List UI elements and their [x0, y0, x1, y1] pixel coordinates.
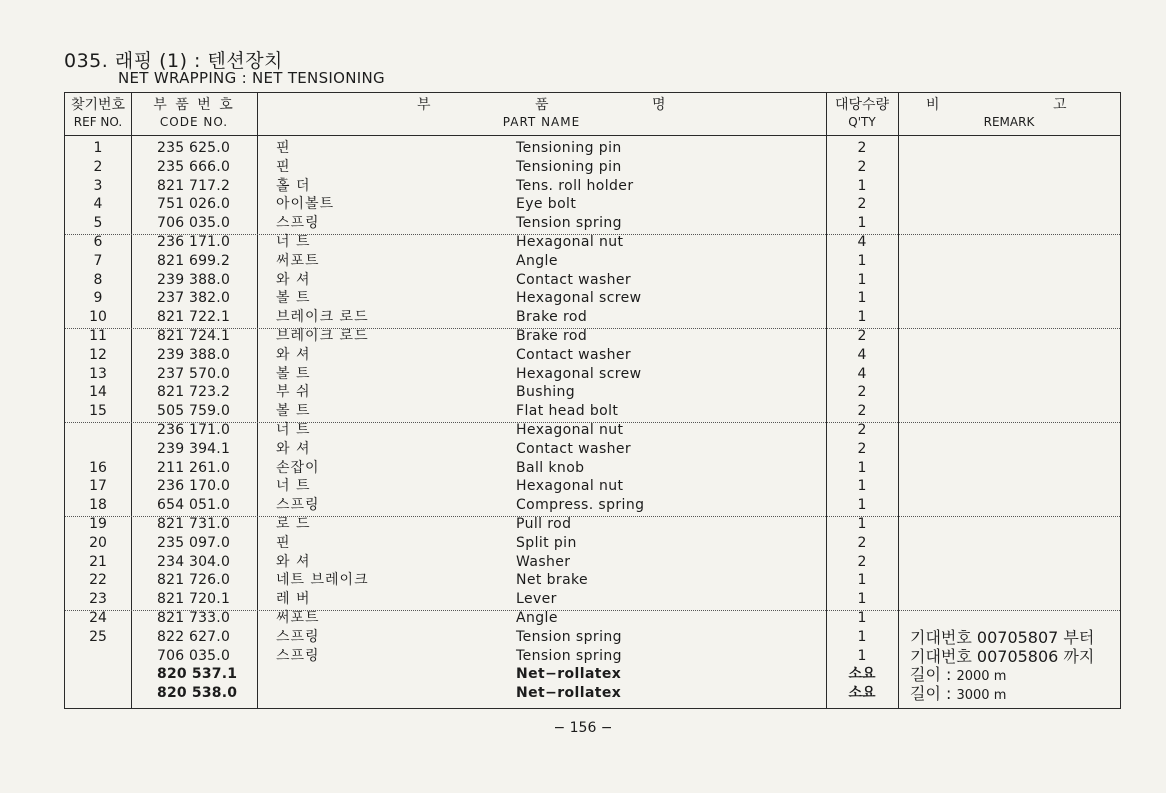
- row-quantity: 1: [857, 271, 867, 288]
- row-remark: 기대번호 00705806 까지: [910, 646, 1095, 666]
- row-name-english: Net−rollatex: [516, 666, 622, 683]
- row-quantity: 소요: [848, 666, 876, 683]
- row-code-number: 821 722.1: [157, 309, 231, 326]
- header-qty-ko: 대당수량: [834, 97, 890, 113]
- row-quantity: 2: [857, 384, 867, 401]
- row-name-english: Washer: [516, 553, 571, 570]
- row-name-english: Hexagonal screw: [516, 290, 642, 307]
- row-name-korean: 레 버: [276, 591, 311, 608]
- row-name-english: Lever: [516, 591, 557, 608]
- header-name-en: PART NAME: [502, 115, 581, 129]
- row-name-english: Tensioning pin: [516, 158, 622, 175]
- row-name-english: Split pin: [516, 534, 577, 551]
- row-name-korean: 핀: [276, 534, 291, 551]
- header-code-en: CODE NO.: [159, 115, 229, 129]
- row-quantity: 2: [857, 534, 867, 551]
- row-name-korean: 핀: [276, 158, 291, 175]
- row-name-korean: 핀: [276, 140, 291, 156]
- row-ref-number: 16: [89, 459, 107, 476]
- row-name-korean: 아이볼트: [276, 196, 335, 213]
- row-name-korean: 와 셔: [276, 271, 311, 288]
- table-row: [65, 233, 1120, 252]
- row-quantity: 4: [857, 365, 867, 382]
- table-row: [65, 609, 1120, 628]
- row-ref-number: 22: [89, 572, 107, 589]
- row-name-korean: 부 쉬: [276, 384, 311, 401]
- table-row: [65, 421, 1120, 440]
- row-ref-number: 10: [89, 309, 107, 326]
- row-name-korean: 너 트: [276, 422, 311, 438]
- row-name-korean: 손잡이: [276, 459, 320, 476]
- table-row: [65, 252, 1120, 271]
- row-name-english: Contact washer: [516, 440, 632, 457]
- row-code-number: 235 666.0: [157, 158, 231, 175]
- row-code-number: 821 699.2: [157, 252, 231, 269]
- row-quantity: 1: [857, 591, 867, 608]
- row-code-number: 235 097.0: [157, 534, 231, 551]
- row-name-korean: 스프링: [276, 628, 320, 645]
- row-name-korean: 볼 트: [276, 403, 311, 420]
- page-title-korean: 035. 래핑 (1) : 텐션장치: [64, 50, 283, 72]
- row-name-korean: 스프링: [276, 647, 320, 664]
- row-ref-number: 23: [89, 591, 107, 608]
- row-name-english: Tension spring: [516, 647, 622, 664]
- row-name-korean: 브레이크 로드: [276, 309, 369, 326]
- header-ref-en: REF NO.: [73, 115, 123, 129]
- row-quantity: 4: [857, 346, 867, 363]
- row-name-english: Hexagonal nut: [516, 422, 624, 438]
- row-code-number: 239 388.0: [157, 271, 231, 288]
- header-remark-ko-2: 고: [1053, 97, 1067, 113]
- table-row: [65, 496, 1120, 515]
- row-ref-number: 18: [89, 497, 107, 514]
- row-code-number: 821 720.1: [157, 591, 231, 608]
- row-quantity: 2: [857, 140, 867, 156]
- table-row: [65, 177, 1120, 196]
- row-name-korean: 스프링: [276, 497, 320, 514]
- table-row: [65, 308, 1120, 327]
- row-code-number: 236 170.0: [157, 478, 231, 495]
- row-name-english: Compress. spring: [516, 497, 645, 514]
- row-ref-number: 1: [93, 140, 103, 156]
- row-ref-number: 14: [89, 384, 107, 401]
- row-code-number: 821 726.0: [157, 572, 231, 589]
- header-ref: [65, 97, 131, 131]
- row-code-number: 751 026.0: [157, 196, 231, 213]
- row-ref-number: 3: [93, 177, 103, 194]
- row-ref-number: 5: [93, 215, 103, 232]
- remark-length-label: 길이 :: [910, 684, 957, 704]
- table-row: [65, 327, 1120, 346]
- header-divider: [65, 135, 1120, 136]
- table-row: [65, 534, 1120, 553]
- remark-length-label: 길이 :: [910, 665, 957, 685]
- row-quantity: 2: [857, 328, 867, 344]
- row-code-number: 234 304.0: [157, 553, 231, 570]
- header-ref-ko: 찾기번호: [70, 97, 126, 113]
- row-code-number: 235 625.0: [157, 140, 231, 156]
- page-number: − 156 −: [553, 720, 613, 736]
- row-quantity: 1: [857, 478, 867, 495]
- row-name-english: Tensioning pin: [516, 140, 622, 156]
- remark-length-value: 2000 m: [956, 669, 1007, 685]
- row-ref-number: 4: [93, 196, 103, 213]
- row-quantity: 1: [857, 459, 867, 476]
- row-code-number: 821 731.0: [157, 516, 231, 532]
- row-name-english: Hexagonal screw: [516, 365, 642, 382]
- row-code-number: 505 759.0: [157, 403, 231, 420]
- page-title-english: NET WRAPPING : NET TENSIONING: [118, 69, 385, 87]
- row-name-english: Tens. roll holder: [516, 177, 634, 194]
- row-name-korean: 볼 트: [276, 365, 311, 382]
- parts-table: [64, 92, 1121, 709]
- row-name-korean: 볼 트: [276, 290, 311, 307]
- row-name-english: Net brake: [516, 572, 589, 589]
- row-name-korean: 써포트: [276, 610, 320, 626]
- header-code: [131, 97, 257, 131]
- row-quantity: 1: [857, 177, 867, 194]
- row-quantity: 1: [857, 610, 867, 626]
- header-remark-ko-1: 비: [926, 97, 940, 113]
- row-ref-number: 6: [93, 234, 103, 250]
- header-remark: [898, 97, 1120, 131]
- row-ref-number: 17: [89, 478, 107, 495]
- table-row: [65, 477, 1120, 496]
- row-name-english: Contact washer: [516, 346, 632, 363]
- row-code-number: 654 051.0: [157, 497, 231, 514]
- header-qty-en: Q'TY: [848, 115, 876, 129]
- row-quantity: 4: [857, 234, 867, 250]
- table-row: [65, 365, 1120, 384]
- remark-length-value: 3000 m: [956, 688, 1007, 704]
- table-row: [65, 214, 1120, 233]
- row-name-korean: 브레이크 로드: [276, 328, 369, 344]
- row-remark: 기대번호 00705807 부터: [910, 627, 1095, 647]
- table-row: [65, 665, 1120, 684]
- row-quantity: 1: [857, 290, 867, 307]
- row-quantity: 1: [857, 647, 867, 664]
- row-ref-number: 19: [89, 516, 107, 532]
- row-remark: [910, 684, 1120, 705]
- row-ref-number: 13: [89, 365, 107, 382]
- row-code-number: 237 570.0: [157, 365, 231, 382]
- row-ref-number: 25: [89, 628, 107, 645]
- row-quantity: 1: [857, 628, 867, 645]
- row-ref-number: 9: [93, 290, 103, 307]
- row-name-korean: 홀 더: [276, 177, 311, 194]
- row-name-english: Brake rod: [516, 309, 588, 326]
- row-quantity: 2: [857, 422, 867, 438]
- row-code-number: 821 733.0: [157, 610, 231, 626]
- header-name-ko-3: 명: [652, 97, 666, 113]
- row-ref-number: 20: [89, 534, 107, 551]
- row-quantity: 2: [857, 440, 867, 457]
- row-ref-number: 11: [89, 328, 107, 344]
- header-name-ko-2: 품: [535, 97, 549, 113]
- table-row: [65, 383, 1120, 402]
- row-ref-number: 24: [89, 610, 107, 626]
- table-row: [65, 553, 1120, 572]
- header-code-ko: 부 품 번 호: [153, 97, 235, 113]
- row-ref-number: 7: [93, 252, 103, 269]
- row-code-number: 237 382.0: [157, 290, 231, 307]
- row-name-english: Angle: [516, 252, 558, 269]
- row-name-english: Contact washer: [516, 271, 632, 288]
- row-code-number: 822 627.0: [157, 628, 231, 645]
- row-ref-number: 15: [89, 403, 107, 420]
- row-code-number: 706 035.0: [157, 647, 231, 664]
- row-code-number: 821 724.1: [157, 328, 231, 344]
- table-row: [65, 289, 1120, 308]
- table-row: [65, 440, 1120, 459]
- row-name-korean: 와 셔: [276, 553, 311, 570]
- row-name-english: Flat head bolt: [516, 403, 619, 420]
- table-row: [65, 515, 1120, 534]
- row-name-english: Hexagonal nut: [516, 234, 624, 250]
- table-row: [65, 195, 1120, 214]
- row-code-number: 820 537.1: [157, 666, 238, 683]
- row-quantity: 1: [857, 572, 867, 589]
- table-row: [65, 346, 1120, 365]
- row-quantity: 1: [857, 309, 867, 326]
- row-name-korean: 로 드: [276, 516, 311, 532]
- row-name-korean: 와 셔: [276, 346, 311, 363]
- row-code-number: 821 717.2: [157, 177, 231, 194]
- row-name-korean: 스프링: [276, 215, 320, 232]
- row-name-english: Tension spring: [516, 628, 622, 645]
- row-name-korean: 네트 브레이크: [276, 572, 369, 589]
- table-row: [65, 271, 1120, 290]
- row-code-number: 236 171.0: [157, 234, 231, 250]
- table-row: [65, 402, 1120, 421]
- header-name-ko-1: 부: [417, 97, 431, 113]
- table-row: [65, 459, 1120, 478]
- row-quantity: 1: [857, 497, 867, 514]
- row-name-english: Brake rod: [516, 328, 588, 344]
- row-code-number: 820 538.0: [157, 685, 238, 702]
- row-name-english: Eye bolt: [516, 196, 577, 213]
- table-row: [65, 684, 1120, 703]
- row-name-english: Pull rod: [516, 516, 572, 532]
- row-name-english: Net−rollatex: [516, 685, 622, 702]
- row-name-korean: 와 셔: [276, 440, 311, 457]
- row-quantity: 1: [857, 215, 867, 232]
- row-name-english: Tension spring: [516, 215, 622, 232]
- row-ref-number: 8: [93, 271, 103, 288]
- row-quantity: 소요: [848, 685, 876, 702]
- row-quantity: 2: [857, 553, 867, 570]
- row-ref-number: 12: [89, 346, 107, 363]
- row-quantity: 2: [857, 196, 867, 213]
- table-row: [65, 571, 1120, 590]
- row-name-english: Angle: [516, 610, 558, 626]
- table-row: [65, 628, 1120, 647]
- row-quantity: 2: [857, 158, 867, 175]
- row-name-english: Ball knob: [516, 459, 585, 476]
- table-row: [65, 139, 1120, 158]
- row-ref-number: 2: [93, 158, 103, 175]
- row-code-number: 821 723.2: [157, 384, 231, 401]
- row-code-number: 211 261.0: [157, 459, 231, 476]
- row-name-korean: 너 트: [276, 478, 311, 495]
- row-name-english: Bushing: [516, 384, 576, 401]
- row-name-korean: 너 트: [276, 234, 311, 250]
- header-qty: [826, 97, 898, 131]
- table-row: [65, 647, 1120, 666]
- row-ref-number: 21: [89, 553, 107, 570]
- row-code-number: 706 035.0: [157, 215, 231, 232]
- row-quantity: 1: [857, 252, 867, 269]
- row-name-korean: 써포트: [276, 252, 320, 269]
- row-quantity: 2: [857, 403, 867, 420]
- row-code-number: 239 394.1: [157, 440, 231, 457]
- row-name-english: Hexagonal nut: [516, 478, 624, 495]
- header-remark-en: REMARK: [983, 115, 1035, 129]
- row-code-number: 239 388.0: [157, 346, 231, 363]
- row-quantity: 1: [857, 516, 867, 532]
- row-code-number: 236 171.0: [157, 422, 231, 438]
- table-row: [65, 158, 1120, 177]
- header-part-name: [257, 97, 826, 131]
- table-row: [65, 590, 1120, 609]
